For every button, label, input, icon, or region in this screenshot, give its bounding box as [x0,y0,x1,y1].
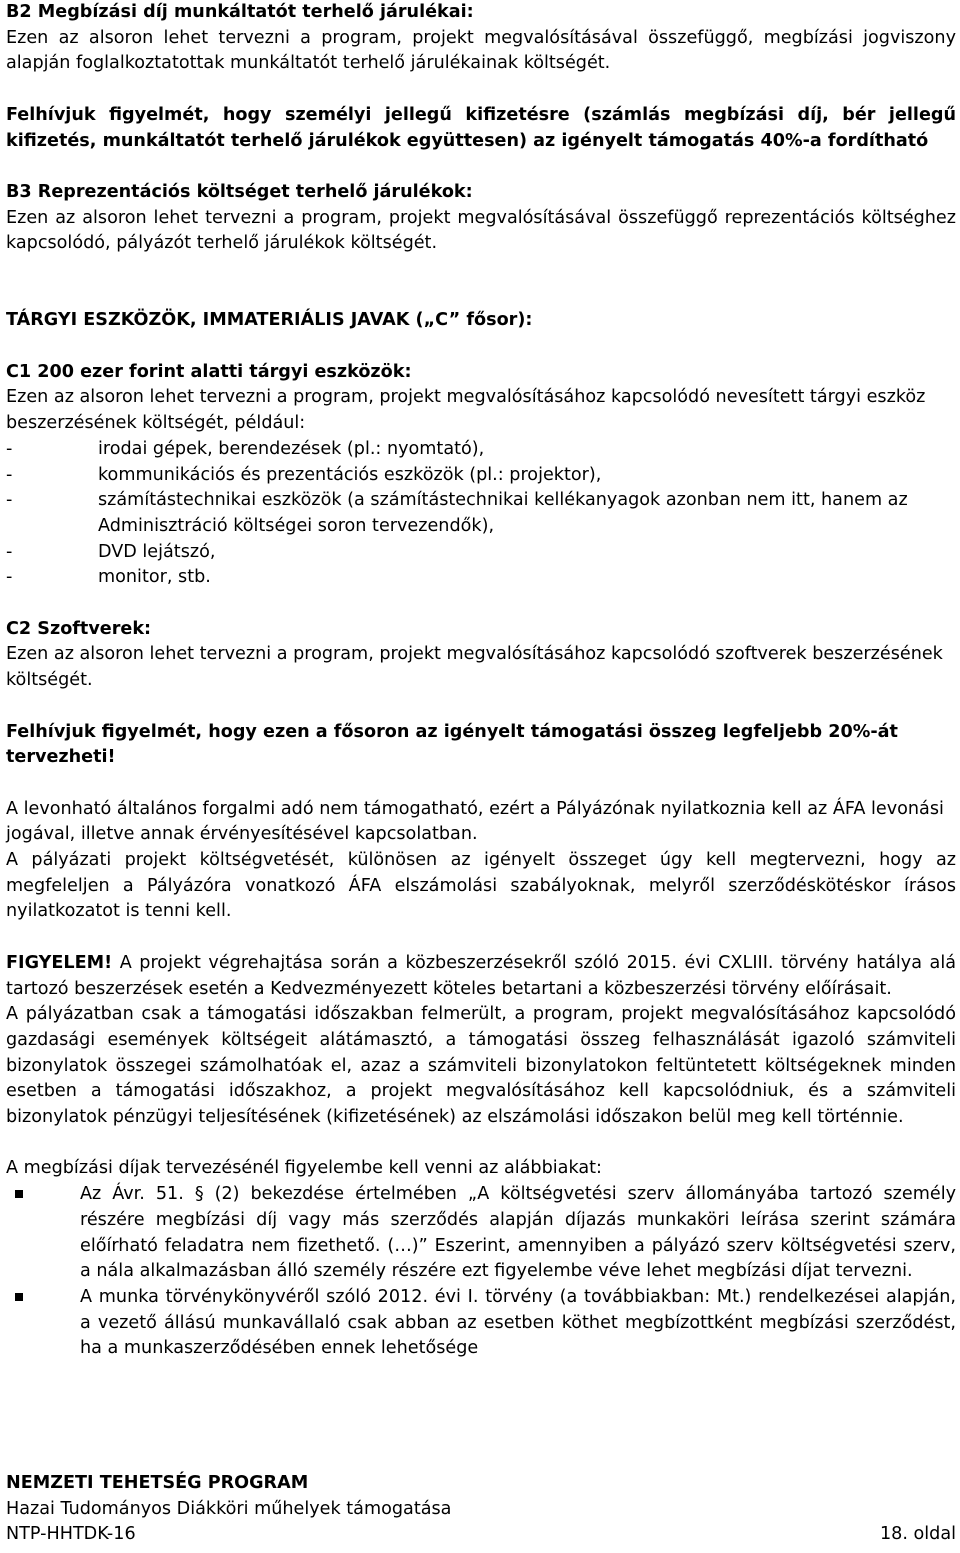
fees-list [6,1182,956,1362]
document-body [6,0,956,1362]
b3-text: Ezen az alsoron lehet tervezni a program, projekt megvalósításával összefüggő reprezentációs költséghez kapcsolódó, pályázót terhelő járulékok költségét. [6,207,956,254]
footer-program-name: NEMZETI TEHETSÉG PROGRAM [6,1473,309,1493]
c1-heading: C1 200 ezer forint alatti tárgyi eszközök: [6,361,412,382]
b2-heading: B2 Megbízási díj munkáltatót terhelő járulékai: [6,2,474,22]
c2-text: Ezen az alsoron lehet tervezni a program, projekt megvalósításához kapcsolódó szoftverek beszerzésének költségét. [6,644,943,691]
c1-list [6,437,956,591]
attention-text: A projekt végrehajtása során a közbeszerzésekről szóló 2015. évi CXLIII. törvény hatálya alá tartozó beszerzések esetén a Kedvezményezett köteles betartani a közbeszerzési törvény előírásait. [6,952,956,999]
notice-personal-costs: Felhívjuk figyelmét, hogy személyi jellegű kifizetésre (számlás megbízási díj, bér jellegű kifizetés, munkáltatót terhelő járulékok együttesen) az igényelt támogatás 40%-a fordítható [6,104,956,151]
page-number: 18. oldal [879,1524,956,1544]
attention-label: FIGYELEM! [6,952,113,973]
list-item: Az Ávr. 51. § (2) bekezdése értelmében „A költségvetési szerv állományába tartozó személy részére megbízási díj vagy más szerződés alapján díjazás munkaköri leírása szerint számára előírható feladatra nem fizethető. (…)” Eszerint, amennyiben a pályázó szerv költségvetési szerv, a nála alkalmazásban álló személy részére ezt figyelembe véve lehet megbízási díjat tervezni. [6,1182,956,1285]
list-item: - monitor, stb. [6,567,211,588]
list-item: - DVD lejátszó, [6,541,216,562]
list-item: A munka törvénykönyvéről szóló 2012. évi I. törvény (a továbbiakban: Mt.) rendelkezései alapján, a vezető állású munkavállaló csak abban az esetben köthet megbízottként megbízási szerződést, ha a munkaszerződésében ennek lehetősége [6,1285,956,1362]
c1-intro: Ezen az alsoron lehet tervezni a program, projekt megvalósításához kapcsolódó nevesített tárgyi eszköz beszerzésének költségét, például: [6,387,926,434]
fees-intro: A megbízási díjak tervezésénél figyelembe kell venni az alábbiakat: [6,1158,602,1179]
c2-heading: C2 Szoftverek: [6,618,152,639]
vat-paragraph-1: A levonható általános forgalmi adó nem támogatható, ezért a Pályázónak nyilatkoznia kell az ÁFA levonási jogával, illetve annak érvényesítésével kapcsolatban. [6,798,944,845]
list-item: - kommunikációs és prezentációs eszközök (pl.: projektor), [6,464,602,485]
notice-c-limit: Felhívjuk figyelmét, hogy ezen a fősoron az igényelt támogatási összeg legfeljebb 20%-át tervezheti! [6,721,898,768]
b3-heading: B3 Reprezentációs költséget terhelő járulékok: [6,181,473,202]
list-item: - számítástechnikai eszközök (a számítástechnikai kellékanyagok azonban nem itt, hanem az Adminisztráció költségei soron tervezendők), [6,490,908,536]
footer-code-row [6,1522,956,1548]
list-item: - irodai gépek, berendezések (pl.: nyomtató), [6,438,485,459]
footer-code: NTP-HHTDK-16 [6,1524,136,1544]
section-c-heading: TÁRGYI ESZKÖZÖK, IMMATERIÁLIS JAVAK („C” fősor): [6,310,533,331]
attention-paragraph [6,951,956,1002]
footer-subtitle: Hazai Tudományos Diákköri műhelyek támogatása [6,1499,452,1519]
square-bullet-icon [15,1293,23,1301]
square-bullet-icon [15,1190,23,1198]
eligibility-paragraph: A pályázatban csak a támogatási időszakban felmerült, a program, projekt megvalósításához kapcsolódó gazdasági események költségeit alátámasztó, a támogatási összeg felhasználását igazoló számviteli bizonylatok összegei számolhatóak el, azaz a számviteli bizonylatokon feltüntetett költségeknek minden esetben a támogatási időszakhoz, a projekt megvalósításához kell kapcsolódniuk, és a számviteli bizonylatok pénzügyi teljesítésének (kifizetésének) az elszámolási időszakon belül meg kell történnie. [6,1004,956,1128]
vat-paragraph-2: A pályázati projekt költségvetését, különösen az igényelt összeget úgy kell megtervezni, hogy az megfeleljen a Pályázóra vonatkozó ÁFA elszámolási szabályoknak, melyről szerződéskötéskor írásos nyilatkozatot is tenni kell. [6,850,956,922]
b2-text: Ezen az alsoron lehet tervezni a program, projekt megvalósításával összefüggő, megbízási jogviszony alapján foglalkoztatottak munkáltatót terhelő járulékainak költségét. [6,27,956,74]
